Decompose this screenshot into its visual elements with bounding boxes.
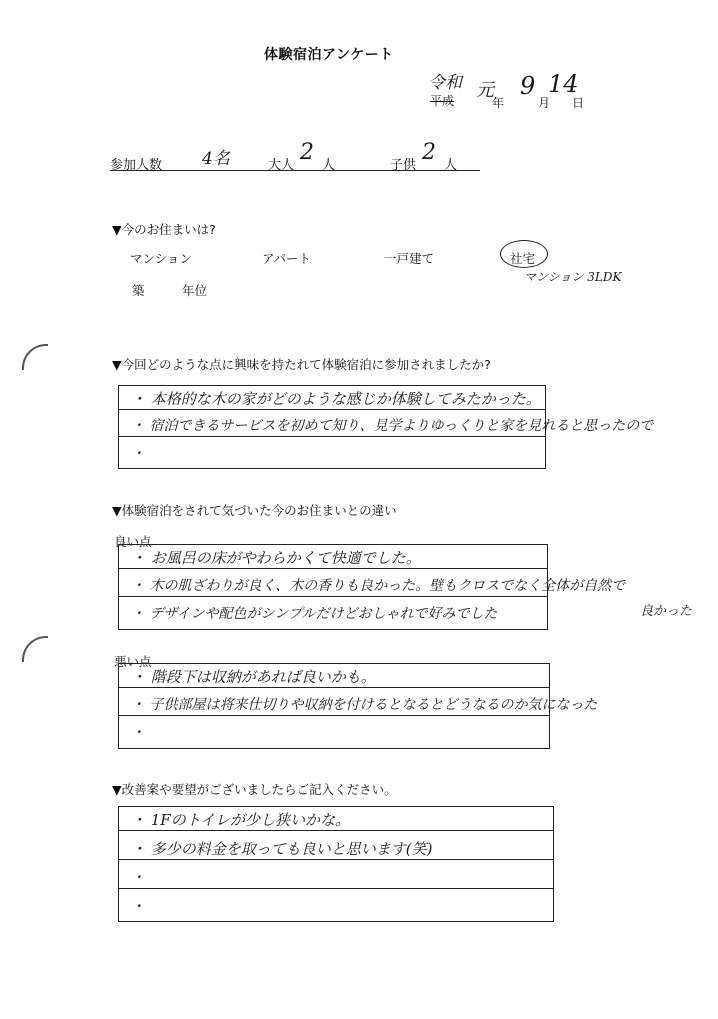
page-title: 体験宿泊アンケート [264, 47, 394, 63]
good-row-1: ・ お風呂の床がやわらかくて快適でした。 [131, 549, 421, 567]
residence-option-company-housing: 社宅 [510, 251, 536, 266]
interest-row-2: ・ 宿泊できるサービスを初めて知り、見学よりゆっくりと家を見れると思ったので [131, 418, 654, 434]
participants-total: 4名 [202, 149, 230, 169]
good-row-2: ・ 木の肌ざわりが良く、木の香りも良かった。壁もクロスでなく全体が自然で [131, 578, 626, 594]
day-label: 日 [572, 96, 585, 110]
bad-row-3: ・ [131, 725, 145, 741]
good-points-box [118, 544, 626, 630]
children-unit: 人 [444, 158, 458, 173]
punch-hole-mark-bottom [22, 636, 48, 662]
building-age-unit: 年位 [182, 283, 208, 298]
request-row-3: ・ [131, 870, 145, 886]
residence-question: ▼今のお住まいは? [112, 222, 216, 237]
request-row-4: ・ [131, 899, 145, 915]
interest-row-3: ・ [131, 446, 145, 462]
adults-label: 大人 [268, 158, 295, 173]
era-printed: 平成 [430, 94, 455, 108]
requests-question: ▼改善案や要望がございましたらご記入ください。 [112, 782, 397, 797]
bad-row-1: ・ 階段下は収納があれば良いかも。 [131, 668, 376, 686]
residence-option-house: 一戸建て [384, 251, 435, 266]
participants-label: 参加人数 [110, 158, 163, 173]
children-count: 2 [422, 140, 436, 165]
interest-answer-box [118, 385, 654, 469]
children-label: 子供 [390, 158, 417, 173]
bad-points-label: 悪い点 [114, 654, 152, 669]
bad-row-2: ・ 子供部屋は将来仕切りや収納を付けるとなるとどうなるのか気になった [131, 697, 598, 713]
good-overflow-text: 良かった [640, 604, 693, 619]
day-handwritten: 14 [548, 70, 579, 98]
year-label: 年 [492, 96, 505, 110]
era-handwritten: 令和 [428, 73, 462, 93]
differences-question: ▼体験宿泊をされて気づいた今のお住まいとの違い [112, 503, 397, 518]
good-row-3: ・ デザインや配色がシンプルだけどおしゃれで好みでした [131, 606, 498, 622]
residence-note: マンション 3LDK [524, 270, 622, 284]
date-line [420, 68, 600, 113]
adults-count: 2 [300, 140, 314, 165]
residence-option-apartment: アパート [262, 251, 312, 266]
adults-unit: 人 [322, 158, 336, 173]
request-row-1: ・ 1Fのトイレが少し狭いかな。 [131, 811, 350, 829]
requests-answer-box [118, 806, 554, 922]
year-handwritten: 元 [476, 80, 494, 101]
participants-line [110, 140, 480, 173]
punch-hole-mark-top [22, 344, 48, 370]
good-points-label: 良い点 [114, 534, 152, 549]
bad-points-box [118, 663, 598, 749]
interest-row-1: ・ 本格的な木の家がどのような感じか体験してみたかった。 [131, 390, 541, 408]
selected-circle [500, 240, 548, 268]
request-row-2: ・ 多少の料金を取っても良いと思います(笑) [131, 840, 433, 858]
building-age-label: 築 [132, 283, 145, 298]
residence-option-mansion: マンション [130, 251, 192, 266]
month-handwritten: 9 [520, 72, 536, 100]
month-label: 月 [538, 96, 551, 110]
interest-question: ▼今回どのような点に興味を持たれて体験宿泊に参加されましたか? [112, 357, 491, 372]
